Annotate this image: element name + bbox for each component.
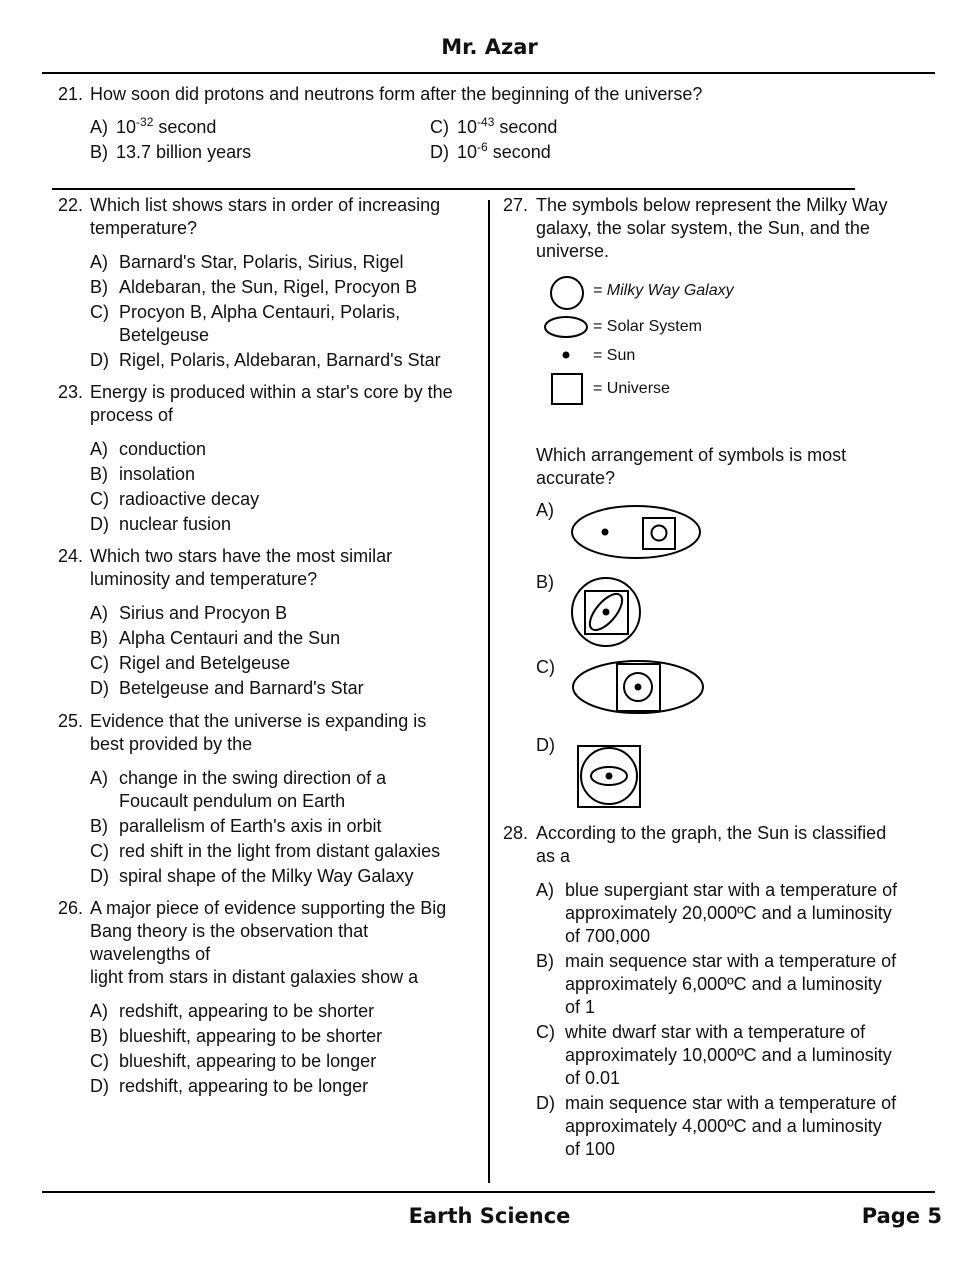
question-text: Which list shows stars in order of increasing temperature?	[90, 195, 441, 238]
question-text: Energy is produced within a star's core by the process of	[90, 382, 453, 425]
option-label: D)	[90, 1076, 109, 1096]
legend-universe-symbol	[552, 374, 582, 404]
option-exponent: -6	[477, 140, 488, 154]
option-label: B)	[90, 142, 108, 162]
question-text: According to the graph, the Sun is classified as a	[536, 823, 887, 866]
option-label: A)	[90, 768, 108, 788]
option-text: main sequence star with a temperature of approximately 4,000ºC and a luminosity of 100	[565, 1093, 897, 1159]
option-unit: second	[487, 142, 551, 162]
page-number: Page 5	[861, 1204, 942, 1228]
legend-galaxy-symbol	[551, 277, 583, 309]
question-number: 21.	[58, 84, 84, 104]
question-text: Which two stars have the most similar luminosity and temperature?	[90, 546, 393, 589]
option-label: C)	[430, 117, 449, 137]
option-label: A)	[536, 880, 554, 900]
option-label: D)	[90, 350, 109, 370]
option-text: blueshift, appearing to be longer	[119, 1051, 377, 1071]
option-unit: second	[153, 117, 217, 137]
option-label: B)	[90, 277, 108, 297]
legend-solar-system-label: = Solar System	[593, 318, 702, 335]
option-c-diagram	[573, 661, 703, 713]
option-text: blue supergiant star with a temperature of approximately 20,000ºC and a luminosity of 700,000	[565, 880, 898, 946]
option-text: white dwarf star with a temperature of approximately 10,000ºC and a luminosity of 0.01	[565, 1022, 892, 1088]
option-label: A)	[90, 603, 108, 623]
option-label: D)	[90, 866, 109, 886]
option-text: parallelism of Earth's axis in orbit	[119, 816, 382, 836]
option-value: 13.7 billion years	[116, 142, 252, 162]
question-number: 28.	[503, 823, 529, 843]
option-text: main sequence star with a temperature of approximately 6,000ºC and a luminosity of 1	[565, 951, 897, 1017]
option-d-diagram	[578, 746, 640, 807]
question-number: 26.	[58, 898, 84, 918]
option-text: blueshift, appearing to be shorter	[119, 1026, 383, 1046]
option-label: C)	[90, 841, 109, 861]
option-label: B)	[90, 1026, 108, 1046]
legend-sun-label: = Sun	[593, 347, 636, 364]
option-text: conduction	[119, 439, 207, 459]
legend-universe-label: = Universe	[593, 380, 670, 397]
option-a-diagram	[572, 506, 700, 558]
option-b-diagram	[572, 578, 640, 646]
option-label: B)	[536, 951, 554, 971]
option-text: Aldebaran, the Sun, Rigel, Procyon B	[119, 277, 418, 297]
option-label: A)	[90, 252, 108, 272]
option-label: B)	[90, 816, 108, 836]
question-number: 24.	[58, 546, 84, 566]
question-number: 25.	[58, 711, 84, 731]
option-value: 10	[116, 117, 137, 137]
option-text: Betelgeuse and Barnard's Star	[119, 678, 364, 698]
legend-solar-system-symbol	[545, 317, 587, 337]
question-text: The symbols below represent the Milky Way galaxy, the solar system, the Sun, and the universe.	[536, 195, 888, 261]
option-label: A)	[90, 1001, 108, 1021]
option-label: D)	[536, 1093, 555, 1113]
option-label: C)	[90, 302, 109, 322]
option-text: insolation	[119, 464, 196, 484]
option-text: Procyon B, Alpha Centauri, Polaris, Betelgeuse	[119, 302, 401, 345]
option-text: Barnard's Star, Polaris, Sirius, Rigel	[119, 252, 404, 272]
option-value: 10	[457, 142, 478, 162]
option-text: radioactive decay	[119, 489, 260, 509]
option-label: D)	[90, 678, 109, 698]
option-label: D)	[90, 514, 109, 534]
question-text: Evidence that the universe is expanding is best provided by the	[90, 711, 427, 754]
legend-galaxy-label: = Milky Way Galaxy	[593, 282, 734, 299]
option-text: Rigel, Polaris, Aldebaran, Barnard's Star	[119, 350, 441, 370]
option-text: Alpha Centauri and the Sun	[119, 628, 341, 648]
option-value: 10	[457, 117, 478, 137]
footer-divider	[42, 1191, 935, 1193]
option-label: B)	[90, 464, 108, 484]
option-b-label[interactable]: B)	[536, 572, 554, 592]
option-d-label[interactable]: D)	[536, 735, 555, 755]
option-text: spiral shape of the Milky Way Galaxy	[119, 866, 414, 886]
option-label: A)	[90, 439, 108, 459]
option-label: C)	[90, 489, 109, 509]
option-label: D)	[430, 142, 449, 162]
option-text: redshift, appearing to be longer	[119, 1076, 369, 1096]
option-text: nuclear fusion	[119, 514, 232, 534]
question-number: 27.	[503, 195, 529, 215]
option-label: C)	[90, 653, 109, 673]
header-title: Mr. Azar	[441, 35, 538, 59]
question-number: 22.	[58, 195, 84, 215]
option-text: redshift, appearing to be shorter	[119, 1001, 375, 1021]
option-label: B)	[90, 628, 108, 648]
option-c-label[interactable]: C)	[536, 657, 555, 677]
legend-sun-symbol	[563, 352, 570, 359]
question-text: A major piece of evidence supporting the Big Bang theory is the observation that wavelengths of light from stars in distant galaxies show a	[90, 898, 447, 987]
question-27-prompt: Which arrangement of symbols is most accurate?	[536, 445, 847, 488]
footer-subject: Earth Science	[408, 1204, 571, 1228]
option-exponent: -32	[136, 115, 154, 129]
question-number: 23.	[58, 382, 84, 402]
option-text: Sirius and Procyon B	[119, 603, 288, 623]
option-unit: second	[494, 117, 558, 137]
option-label: C)	[90, 1051, 109, 1071]
option-exponent: -43	[477, 115, 495, 129]
option-a-label[interactable]: A)	[536, 500, 554, 520]
option-text: change in the swing direction of a Foucault pendulum on Earth	[119, 768, 387, 811]
question-text: How soon did protons and neutrons form after the beginning of the universe?	[90, 84, 703, 104]
option-label: C)	[536, 1022, 555, 1042]
option-text: red shift in the light from distant galaxies	[119, 841, 441, 861]
option-text: Rigel and Betelgeuse	[119, 653, 291, 673]
option-label: A)	[90, 117, 108, 137]
